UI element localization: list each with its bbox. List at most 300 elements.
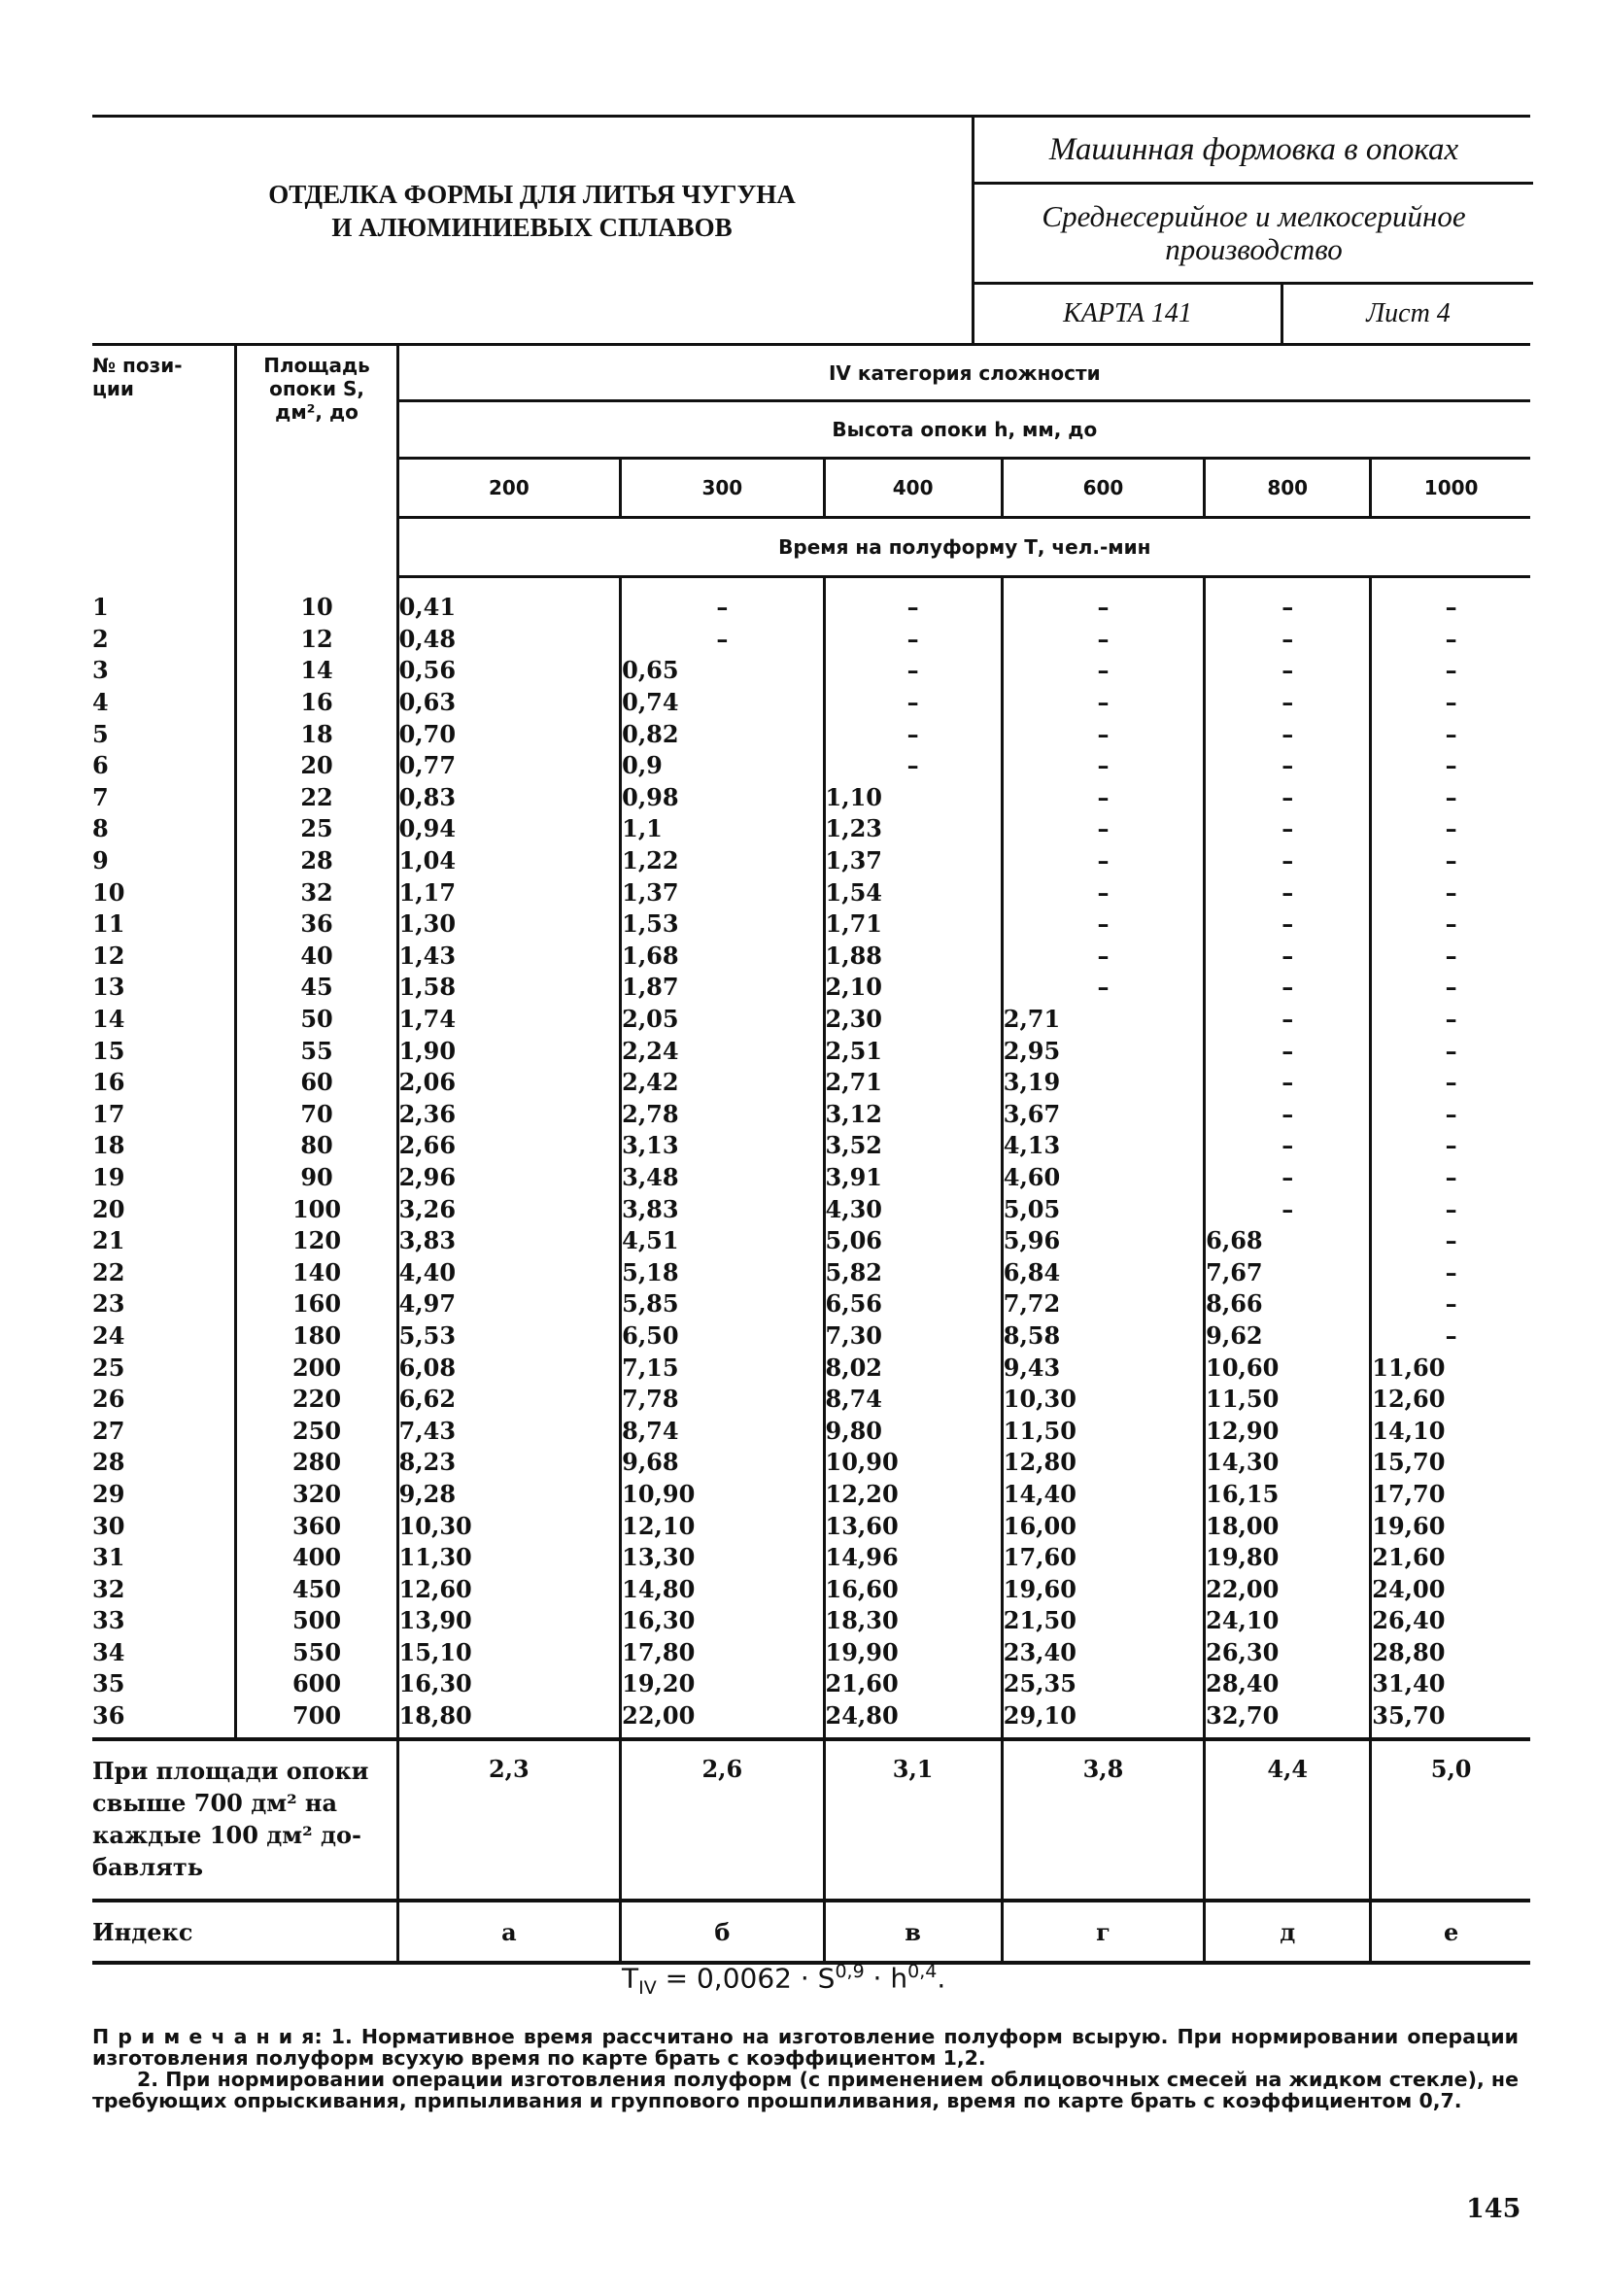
index-value-cell: г — [1002, 1901, 1204, 1963]
time-value-cell: 2,06 — [397, 1067, 621, 1099]
area-cell: 22 — [236, 782, 397, 814]
position-cell: 21 — [92, 1226, 125, 1255]
addition-label-line-4: бавлять — [92, 1853, 204, 1882]
addition-value-cell: 5,0 — [1371, 1739, 1530, 1901]
time-value-cell: 1,37 — [621, 876, 824, 908]
addition-row — [92, 1739, 1530, 1901]
area-cell: 12 — [236, 624, 397, 656]
table-row — [92, 1256, 1530, 1288]
time-value-cell: 12,60 — [397, 1573, 621, 1605]
card-number: КАРТА 141 — [974, 285, 1283, 343]
time-value-cell: 12,80 — [1002, 1447, 1204, 1479]
time-value-cell: 25,35 — [1002, 1668, 1204, 1700]
time-value-cell: 26,30 — [1205, 1637, 1371, 1669]
addition-value-cell: 3,8 — [1002, 1739, 1204, 1901]
time-value-cell: – — [1371, 876, 1530, 908]
time-value-cell: – — [1371, 750, 1530, 782]
position-cell: 25 — [92, 1353, 125, 1382]
time-value-cell: 16,60 — [824, 1573, 1002, 1605]
formula-mid: · h — [864, 1962, 908, 1995]
time-value-cell: 17,70 — [1371, 1479, 1530, 1511]
time-value-cell: 21,50 — [1002, 1605, 1204, 1637]
table-row — [92, 1099, 1530, 1131]
area-cell: 400 — [236, 1542, 397, 1574]
time-value-cell: 4,51 — [621, 1225, 824, 1257]
index-value-cell: в — [824, 1901, 1002, 1963]
time-value-cell: 3,13 — [621, 1130, 824, 1162]
time-value-cell: – — [1371, 1035, 1530, 1067]
height-header-cell: 800 — [1205, 459, 1371, 518]
time-value-cell: 5,05 — [1002, 1193, 1204, 1225]
table-row — [92, 1130, 1530, 1162]
area-header-line-3: дм², до — [275, 400, 359, 424]
area-cell: 32 — [236, 876, 397, 908]
time-value-cell: 11,30 — [397, 1542, 621, 1574]
method-label: Машинная формовка в опоках — [974, 118, 1533, 185]
time-value-cell: – — [1371, 1004, 1530, 1036]
time-value-cell: 3,83 — [621, 1193, 824, 1225]
time-value-cell: 5,18 — [621, 1256, 824, 1288]
position-cell: 33 — [92, 1606, 125, 1635]
position-column-header — [92, 345, 236, 577]
time-value-cell: 7,43 — [397, 1415, 621, 1447]
time-value-cell: – — [824, 577, 1002, 624]
time-value-cell: 21,60 — [824, 1668, 1002, 1700]
time-value-cell: 6,84 — [1002, 1256, 1204, 1288]
time-value-cell: 1,58 — [397, 972, 621, 1004]
time-value-cell: – — [1205, 876, 1371, 908]
time-value-cell: – — [1371, 845, 1530, 877]
time-value-cell: 14,40 — [1002, 1479, 1204, 1511]
area-cell: 36 — [236, 908, 397, 941]
time-value-cell: 19,60 — [1371, 1510, 1530, 1542]
time-value-cell: 14,96 — [824, 1542, 1002, 1574]
time-value-cell: 8,74 — [621, 1415, 824, 1447]
time-value-cell: – — [1205, 1162, 1371, 1194]
position-cell: 20 — [92, 1194, 125, 1223]
position-cell: 2 — [92, 624, 109, 653]
table-row — [92, 1384, 1530, 1416]
area-cell: 320 — [236, 1479, 397, 1511]
time-value-cell: 9,43 — [1002, 1352, 1204, 1384]
time-value-cell: 11,50 — [1205, 1384, 1371, 1416]
position-cell: 13 — [92, 973, 125, 1002]
position-cell: 14 — [92, 1005, 125, 1034]
time-value-cell: 1,71 — [824, 908, 1002, 941]
time-value-cell: 1,90 — [397, 1035, 621, 1067]
time-value-cell: 1,37 — [824, 845, 1002, 877]
time-value-cell: 10,30 — [397, 1510, 621, 1542]
addition-value-cell: 4,4 — [1205, 1739, 1371, 1901]
time-value-cell: 13,90 — [397, 1605, 621, 1637]
time-value-cell: 7,78 — [621, 1384, 824, 1416]
position-header-line-2: ции — [92, 377, 134, 400]
time-value-cell: 0,70 — [397, 718, 621, 750]
time-value-cell: 3,48 — [621, 1162, 824, 1194]
time-value-cell: 13,30 — [621, 1542, 824, 1574]
area-cell: 25 — [236, 813, 397, 845]
time-value-cell: – — [1002, 687, 1204, 719]
area-cell: 80 — [236, 1130, 397, 1162]
time-value-cell: 2,05 — [621, 1004, 824, 1036]
time-value-cell: 11,50 — [1002, 1415, 1204, 1447]
time-value-cell: – — [1205, 687, 1371, 719]
position-cell: 1 — [92, 592, 109, 621]
time-value-cell: 2,71 — [824, 1067, 1002, 1099]
time-value-cell: 1,88 — [824, 941, 1002, 973]
position-cell: 22 — [92, 1257, 125, 1286]
time-norms-table — [92, 343, 1530, 1965]
time-value-cell: 1,23 — [824, 813, 1002, 845]
time-value-cell: 0,63 — [397, 687, 621, 719]
time-value-cell: 2,51 — [824, 1035, 1002, 1067]
table-row — [92, 1352, 1530, 1384]
time-value-cell: – — [1002, 876, 1204, 908]
time-value-cell: 3,12 — [824, 1099, 1002, 1131]
area-cell: 550 — [236, 1637, 397, 1669]
time-value-cell: 1,68 — [621, 941, 824, 973]
time-value-cell: 5,85 — [621, 1288, 824, 1320]
time-value-cell: – — [1371, 813, 1530, 845]
area-cell: 140 — [236, 1256, 397, 1288]
time-value-cell: 12,90 — [1205, 1415, 1371, 1447]
position-cell: 32 — [92, 1574, 125, 1603]
time-value-cell: 14,80 — [621, 1573, 824, 1605]
table-row — [92, 1225, 1530, 1257]
time-value-cell: – — [1205, 972, 1371, 1004]
time-value-cell: – — [1371, 1130, 1530, 1162]
header-info-box — [972, 118, 1533, 343]
time-value-cell: 1,30 — [397, 908, 621, 941]
time-value-cell: 8,02 — [824, 1352, 1002, 1384]
time-value-cell: 0,98 — [621, 782, 824, 814]
time-value-cell: 0,83 — [397, 782, 621, 814]
position-cell: 34 — [92, 1637, 125, 1666]
index-section — [92, 1901, 1530, 1963]
area-cell: 160 — [236, 1288, 397, 1320]
time-value-cell: – — [1002, 655, 1204, 687]
time-value-cell: – — [1205, 624, 1371, 656]
time-value-cell: 1,1 — [621, 813, 824, 845]
table-row — [92, 972, 1530, 1004]
area-cell: 180 — [236, 1320, 397, 1353]
time-value-cell: – — [824, 624, 1002, 656]
time-value-cell: 1,87 — [621, 972, 824, 1004]
production-line-2: производство — [1165, 232, 1343, 266]
time-value-cell: 35,70 — [1371, 1700, 1530, 1740]
time-value-cell: 0,41 — [397, 577, 621, 624]
time-value-cell: 6,56 — [824, 1288, 1002, 1320]
area-cell: 70 — [236, 1099, 397, 1131]
time-value-cell: 0,48 — [397, 624, 621, 656]
position-cell: 10 — [92, 877, 125, 907]
position-cell: 28 — [92, 1448, 125, 1477]
time-value-cell: 2,30 — [824, 1004, 1002, 1036]
table-row — [92, 1288, 1530, 1320]
time-value-cell: 18,80 — [397, 1700, 621, 1740]
height-header-cell: 1000 — [1371, 459, 1530, 518]
time-value-cell: – — [1205, 577, 1371, 624]
area-column-header — [236, 345, 397, 577]
table-header — [92, 345, 1530, 577]
area-cell: 90 — [236, 1162, 397, 1194]
time-value-cell: 3,91 — [824, 1162, 1002, 1194]
area-cell: 220 — [236, 1384, 397, 1416]
time-value-cell: – — [1205, 750, 1371, 782]
position-cell: 23 — [92, 1289, 125, 1319]
position-cell: 15 — [92, 1036, 125, 1065]
formula-eq: = 0,0062 · S — [656, 1962, 836, 1995]
area-cell: 280 — [236, 1447, 397, 1479]
production-type — [974, 185, 1533, 285]
time-value-cell: 17,80 — [621, 1637, 824, 1669]
time-value-cell: – — [1371, 1320, 1530, 1353]
time-value-cell: – — [1002, 941, 1204, 973]
position-cell: 27 — [92, 1416, 125, 1445]
time-value-cell: – — [1205, 655, 1371, 687]
position-cell: 3 — [92, 656, 109, 685]
formula — [622, 1961, 945, 1999]
time-value-cell: – — [1002, 782, 1204, 814]
time-value-cell: 12,10 — [621, 1510, 824, 1542]
area-cell: 16 — [236, 687, 397, 719]
time-value-cell: 3,67 — [1002, 1099, 1204, 1131]
card-header — [92, 115, 1530, 343]
time-value-cell: 7,72 — [1002, 1288, 1204, 1320]
time-value-cell: 16,15 — [1205, 1479, 1371, 1511]
table-row — [92, 1447, 1530, 1479]
time-value-cell: 0,77 — [397, 750, 621, 782]
time-value-cell: 2,96 — [397, 1162, 621, 1194]
time-value-cell: 6,62 — [397, 1384, 621, 1416]
sheet-number: Лист 4 — [1366, 298, 1451, 328]
time-value-cell: 8,66 — [1205, 1288, 1371, 1320]
time-value-cell: 28,80 — [1371, 1637, 1530, 1669]
time-value-cell: 12,20 — [824, 1479, 1002, 1511]
time-value-cell: 3,83 — [397, 1225, 621, 1257]
time-value-cell: 0,94 — [397, 813, 621, 845]
area-cell: 120 — [236, 1225, 397, 1257]
time-value-cell: 3,19 — [1002, 1067, 1204, 1099]
time-value-cell: – — [1371, 1162, 1530, 1194]
time-value-cell: – — [1205, 782, 1371, 814]
time-value-cell: – — [824, 655, 1002, 687]
time-value-cell: 8,74 — [824, 1384, 1002, 1416]
time-value-cell: – — [1205, 813, 1371, 845]
formula-s-exponent: 0,9 — [835, 1961, 865, 1982]
time-value-cell: 1,43 — [397, 941, 621, 973]
time-value-cell: 32,70 — [1205, 1700, 1371, 1740]
time-value-cell: – — [1002, 972, 1204, 1004]
position-cell: 31 — [92, 1543, 125, 1572]
area-cell: 450 — [236, 1573, 397, 1605]
time-value-cell: – — [1002, 845, 1204, 877]
time-value-cell: 6,08 — [397, 1352, 621, 1384]
time-value-cell: 3,26 — [397, 1193, 621, 1225]
time-value-cell: 2,66 — [397, 1130, 621, 1162]
time-value-cell: 3,52 — [824, 1130, 1002, 1162]
time-value-cell: 1,53 — [621, 908, 824, 941]
time-value-cell: – — [1002, 813, 1204, 845]
time-value-cell: – — [1371, 687, 1530, 719]
height-header-cell: 300 — [621, 459, 824, 518]
position-cell: 6 — [92, 751, 109, 780]
card-info — [974, 285, 1533, 343]
time-value-cell: 14,10 — [1371, 1415, 1530, 1447]
area-cell: 200 — [236, 1352, 397, 1384]
index-value-cell: б — [621, 1901, 824, 1963]
time-value-cell: – — [1205, 1130, 1371, 1162]
time-value-cell: – — [1205, 1004, 1371, 1036]
table-row — [92, 1700, 1530, 1740]
note-2: 2. При нормировании операции изготовления полуформ (с применением облицовочных смесей на жидком стекле), не требующих опрыскивания, припыливания и группового прошпиливания, время по карте брать с коэффициентом 0,7. — [92, 2068, 1519, 2112]
time-value-cell: 0,65 — [621, 655, 824, 687]
table-row — [92, 941, 1530, 973]
time-value-cell: – — [1002, 750, 1204, 782]
table-row — [92, 1162, 1530, 1194]
time-value-cell: 0,56 — [397, 655, 621, 687]
addition-value-cell: 3,1 — [824, 1739, 1002, 1901]
time-value-cell: 22,00 — [621, 1700, 824, 1740]
time-value-cell: 7,67 — [1205, 1256, 1371, 1288]
table-row — [92, 1668, 1530, 1700]
area-cell: 40 — [236, 941, 397, 973]
table-row — [92, 1320, 1530, 1353]
area-cell: 100 — [236, 1193, 397, 1225]
time-value-cell: – — [1002, 624, 1204, 656]
time-value-cell: 4,97 — [397, 1288, 621, 1320]
position-cell: 17 — [92, 1099, 125, 1128]
time-value-cell: 24,10 — [1205, 1605, 1371, 1637]
note-1: П р и м е ч а н и я: 1. Нормативное время рассчитано на изготовление полуформ всырую. При нормировании операции изготовления полуформ всухую время по карте брать с коэффициентом 1,2. — [92, 2025, 1519, 2070]
time-value-cell: 5,96 — [1002, 1225, 1204, 1257]
table-row — [92, 813, 1530, 845]
area-cell: 50 — [236, 1004, 397, 1036]
time-value-cell: 16,00 — [1002, 1510, 1204, 1542]
time-value-cell: – — [824, 750, 1002, 782]
time-value-cell: 17,60 — [1002, 1542, 1204, 1574]
production-line-1: Среднесерийное и мелкосерийное — [1042, 199, 1466, 233]
time-value-cell: 9,80 — [824, 1415, 1002, 1447]
time-value-cell: 9,68 — [621, 1447, 824, 1479]
addition-label-line-1: При площади опоки — [92, 1757, 369, 1786]
notes — [92, 2026, 1519, 2111]
time-value-cell: 18,00 — [1205, 1510, 1371, 1542]
time-value-cell: 19,90 — [824, 1637, 1002, 1669]
time-value-cell: – — [1371, 1225, 1530, 1257]
time-value-cell: 24,80 — [824, 1700, 1002, 1740]
time-value-cell: 0,74 — [621, 687, 824, 719]
time-value-cell: 7,15 — [621, 1352, 824, 1384]
title-line-1: ОТДЕЛКА ФОРМЫ ДЛЯ ЛИТЬЯ ЧУГУНА — [268, 180, 796, 209]
time-value-cell: – — [1205, 718, 1371, 750]
time-value-cell: 15,70 — [1371, 1447, 1530, 1479]
time-value-cell: – — [1371, 908, 1530, 941]
time-value-cell: 13,60 — [824, 1510, 1002, 1542]
time-value-cell: – — [1205, 908, 1371, 941]
table-row — [92, 1637, 1530, 1669]
time-value-cell: 14,30 — [1205, 1447, 1371, 1479]
time-value-cell: 16,30 — [621, 1605, 824, 1637]
time-value-cell: 4,30 — [824, 1193, 1002, 1225]
time-value-cell: 18,30 — [824, 1605, 1002, 1637]
addition-label-line-2: свыше 700 дм² на — [92, 1789, 338, 1818]
time-value-cell: – — [1371, 718, 1530, 750]
time-value-cell: 8,58 — [1002, 1320, 1204, 1353]
area-cell: 45 — [236, 972, 397, 1004]
position-cell: 9 — [92, 846, 109, 875]
position-cell: 26 — [92, 1385, 125, 1414]
time-value-cell: 2,24 — [621, 1035, 824, 1067]
formula-end: . — [937, 1962, 946, 1995]
time-value-cell: – — [1371, 577, 1530, 624]
time-value-cell: – — [1371, 972, 1530, 1004]
area-cell: 360 — [236, 1510, 397, 1542]
position-cell: 19 — [92, 1162, 125, 1191]
time-value-cell: – — [1371, 624, 1530, 656]
time-value-cell: – — [1371, 1193, 1530, 1225]
addition-label — [92, 1739, 397, 1901]
time-value-cell: 19,80 — [1205, 1542, 1371, 1574]
time-value-cell: – — [1205, 1099, 1371, 1131]
position-cell: 4 — [92, 688, 109, 717]
area-header-line-2: опоки S, — [269, 377, 364, 400]
time-value-cell: 23,40 — [1002, 1637, 1204, 1669]
time-value-cell: – — [1371, 655, 1530, 687]
time-value-cell: 6,68 — [1205, 1225, 1371, 1257]
area-cell: 700 — [236, 1700, 397, 1740]
time-value-cell: – — [1205, 845, 1371, 877]
time-value-cell: 1,74 — [397, 1004, 621, 1036]
time-value-cell: – — [1371, 1099, 1530, 1131]
position-cell: 7 — [92, 782, 109, 811]
table-row — [92, 655, 1530, 687]
time-value-cell: 2,95 — [1002, 1035, 1204, 1067]
time-value-cell: 9,62 — [1205, 1320, 1371, 1353]
time-value-cell: 1,54 — [824, 876, 1002, 908]
time-value-cell: 11,60 — [1371, 1352, 1530, 1384]
position-cell: 29 — [92, 1479, 125, 1508]
table-row — [92, 750, 1530, 782]
time-value-cell: 5,53 — [397, 1320, 621, 1353]
area-cell: 18 — [236, 718, 397, 750]
time-value-cell: – — [1002, 718, 1204, 750]
time-value-cell: 5,06 — [824, 1225, 1002, 1257]
table-row — [92, 782, 1530, 814]
table-row — [92, 718, 1530, 750]
time-value-cell: 28,40 — [1205, 1668, 1371, 1700]
height-header-cell: 200 — [397, 459, 621, 518]
index-row — [92, 1901, 1530, 1963]
time-value-cell: – — [1205, 941, 1371, 973]
time-value-cell: 2,42 — [621, 1067, 824, 1099]
table-row — [92, 1542, 1530, 1574]
time-value-cell: – — [1371, 782, 1530, 814]
addition-value-cell: 2,3 — [397, 1739, 621, 1901]
height-header-cell: 600 — [1002, 459, 1204, 518]
time-value-cell: 2,71 — [1002, 1004, 1204, 1036]
height-header-cell: 400 — [824, 459, 1002, 518]
position-cell: 8 — [92, 814, 109, 843]
position-cell: 12 — [92, 941, 125, 970]
time-value-cell: 2,78 — [621, 1099, 824, 1131]
position-cell: 35 — [92, 1669, 125, 1698]
time-value-cell: 19,60 — [1002, 1573, 1204, 1605]
time-value-cell: 0,82 — [621, 718, 824, 750]
table-row — [92, 1415, 1530, 1447]
time-value-cell: 6,50 — [621, 1320, 824, 1353]
position-cell: 16 — [92, 1068, 125, 1097]
